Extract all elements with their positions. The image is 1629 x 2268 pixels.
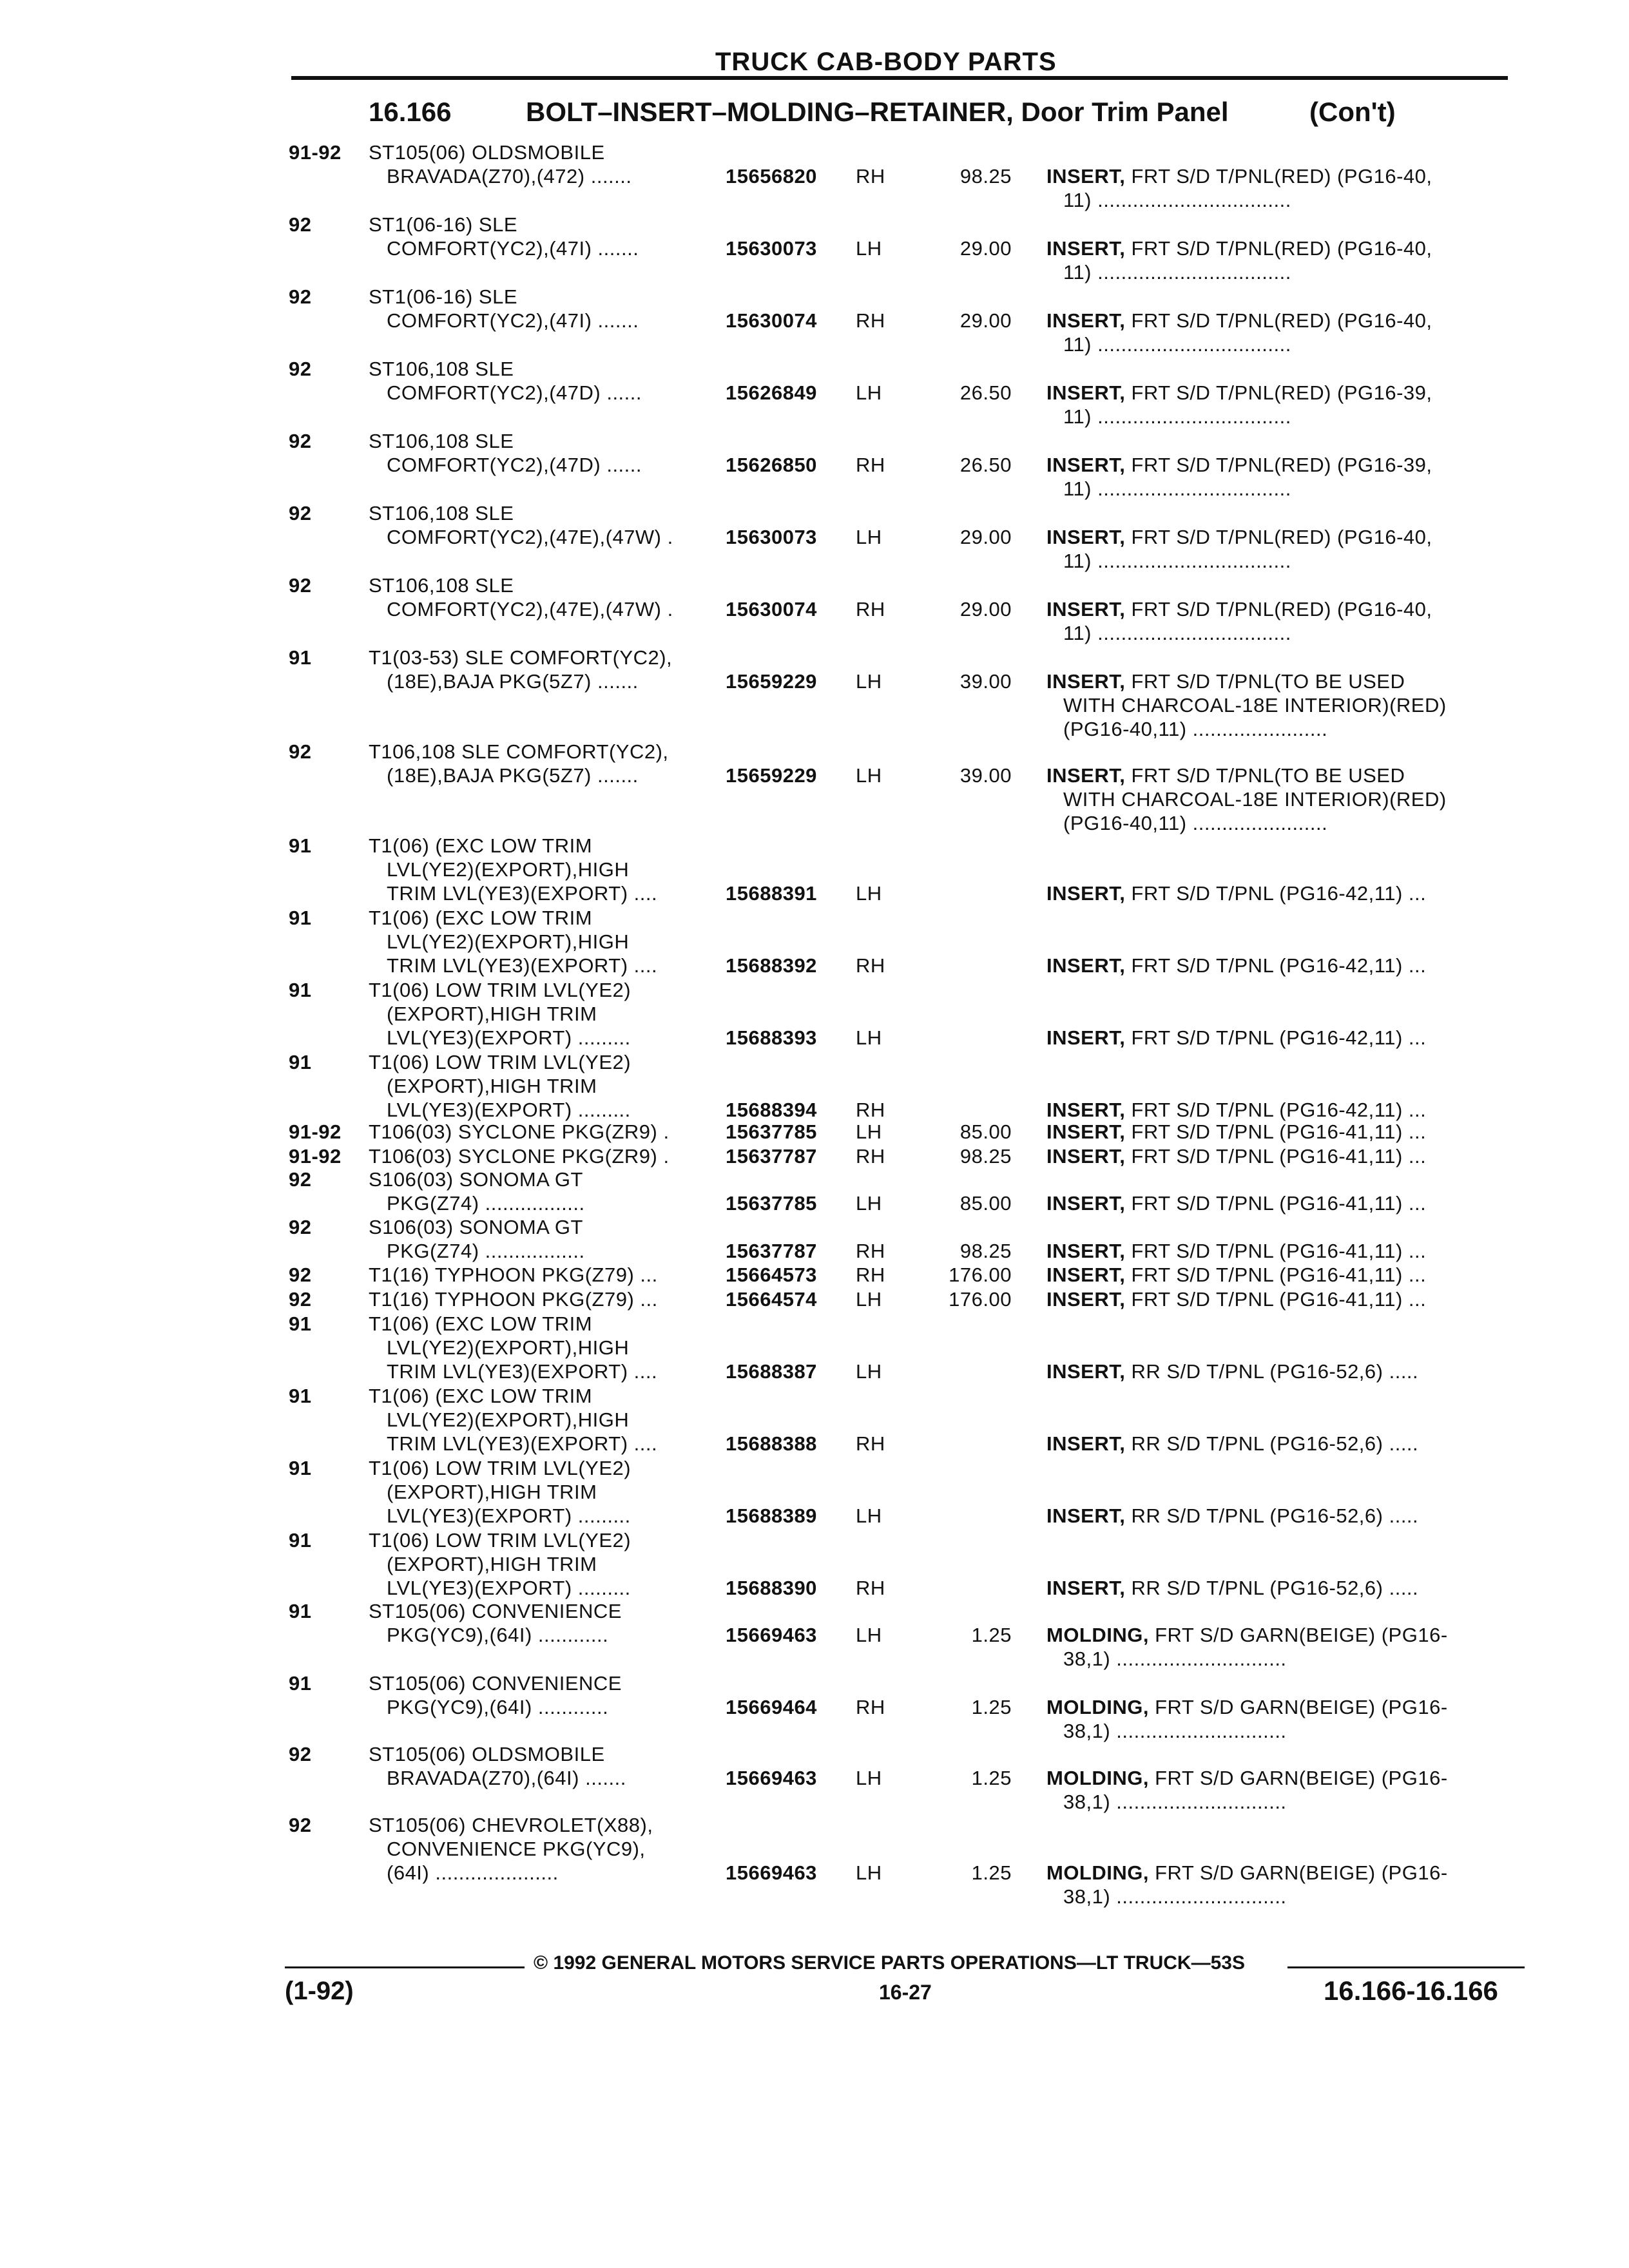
description-line: 11) .................................: [1063, 189, 1291, 211]
description-text: FRT S/D T/PNL(TO BE USED: [1125, 764, 1405, 787]
part-number: 15669463: [726, 1767, 817, 1789]
part-number: 15688394: [726, 1099, 817, 1121]
description-line: [1046, 764, 1405, 787]
application-line: COMFORT(YC2),(47E),(47W) .: [387, 598, 673, 620]
application-line: COMFORT(YC2),(47E),(47W) .: [387, 526, 673, 548]
description-line: 38,1) .............................: [1063, 1885, 1287, 1908]
part-number: 15656820: [726, 165, 817, 187]
description-line: [1046, 381, 1432, 405]
description-text: FRT S/D T/PNL(TO BE USED: [1125, 670, 1405, 693]
price-value: 26.50: [959, 454, 1012, 476]
group-number: 16.166: [369, 97, 452, 127]
description-line: [1046, 1576, 1418, 1600]
description-line: [1046, 1623, 1448, 1647]
application-line: ST106,108 SLE: [369, 430, 514, 452]
side-indicator: RH: [856, 1240, 885, 1262]
part-number: 15637785: [726, 1120, 817, 1143]
application-line: TRIM LVL(YE3)(EXPORT) ....: [387, 882, 658, 905]
application-line: T1(06) LOW TRIM LVL(YE2): [369, 1529, 631, 1552]
description-noun: INSERT,: [1046, 526, 1126, 548]
price-value: 1.25: [971, 1624, 1012, 1646]
part-number: 15688391: [726, 882, 817, 905]
description-text: FRT S/D GARN(BEIGE) (PG16-: [1149, 1767, 1448, 1789]
group-title-main: BOLT–INSERT–MOLDING–RETAINER,: [526, 97, 1014, 127]
side-indicator: LH: [856, 1026, 882, 1049]
application-line: LVL(YE3)(EXPORT) .........: [387, 1504, 631, 1527]
application-line: T106,108 SLE COMFORT(YC2),: [369, 740, 669, 763]
description-text: FRT S/D T/PNL(RED) (PG16-39,: [1125, 381, 1432, 404]
application-line: T1(06) (EXC LOW TRIM: [369, 1385, 593, 1407]
description-text: FRT S/D T/PNL (PG16-41,11) ...: [1125, 1240, 1427, 1262]
price-value: 1.25: [971, 1767, 1012, 1789]
description-noun: INSERT,: [1046, 381, 1126, 404]
description-line: (PG16-40,11) .......................: [1063, 718, 1328, 740]
application-line: LVL(YE2)(EXPORT),HIGH: [387, 1408, 630, 1431]
description-noun: INSERT,: [1046, 1026, 1126, 1049]
description-line: [1046, 164, 1432, 188]
part-number: 15630074: [726, 309, 817, 332]
side-indicator: LH: [856, 1767, 882, 1789]
description-noun: MOLDING,: [1046, 1767, 1149, 1789]
application-line: (EXPORT),HIGH TRIM: [387, 1553, 597, 1575]
description-line: [1046, 1098, 1426, 1122]
application-line: ST105(06) CONVENIENCE: [369, 1600, 622, 1622]
price-value: 85.00: [959, 1120, 1012, 1143]
price-value: 29.00: [959, 526, 1012, 548]
description-line: 11) .................................: [1063, 261, 1291, 284]
description-line: WITH CHARCOAL-18E INTERIOR)(RED): [1063, 788, 1447, 811]
description-line: [1046, 525, 1432, 549]
description-noun: INSERT,: [1046, 670, 1126, 693]
description-line: [1046, 1766, 1448, 1790]
description-line: 38,1) .............................: [1063, 1791, 1287, 1813]
description-line: [1046, 309, 1432, 332]
description-text: RR S/D T/PNL (PG16-52,6) .....: [1125, 1360, 1419, 1383]
footer-rule-right: [1287, 1966, 1525, 1968]
year-cell: 92: [289, 740, 312, 763]
application-line: T1(06) LOW TRIM LVL(YE2): [369, 1457, 631, 1479]
year-cell: 92: [289, 1743, 312, 1765]
application-line: (18E),BAJA PKG(5Z7) .......: [387, 670, 639, 693]
description-noun: INSERT,: [1046, 1192, 1126, 1215]
part-number: 15637787: [726, 1145, 817, 1168]
application-line: TRIM LVL(YE3)(EXPORT) ....: [387, 954, 658, 977]
application-line: LVL(YE2)(EXPORT),HIGH: [387, 1336, 630, 1359]
year-cell: 92: [289, 285, 312, 308]
application-line: (EXPORT),HIGH TRIM: [387, 1003, 597, 1025]
year-cell: 92: [289, 1814, 312, 1836]
description-text: FRT S/D T/PNL (PG16-41,11) ...: [1125, 1288, 1427, 1311]
part-number: 15688388: [726, 1432, 817, 1455]
side-indicator: LH: [856, 670, 882, 693]
side-indicator: LH: [856, 882, 882, 905]
year-cell: 91: [289, 1051, 312, 1073]
part-number: 15688390: [726, 1577, 817, 1599]
part-number: 15626850: [726, 454, 817, 476]
part-number: 15630073: [726, 237, 817, 260]
description-noun: INSERT,: [1046, 1099, 1126, 1121]
part-number: 15669463: [726, 1624, 817, 1646]
application-line: (EXPORT),HIGH TRIM: [387, 1075, 597, 1097]
description-text: FRT S/D T/PNL(RED) (PG16-39,: [1125, 454, 1432, 476]
application-line: PKG(Z74) .................: [387, 1192, 585, 1215]
application-line: LVL(YE3)(EXPORT) .........: [387, 1099, 631, 1121]
price-value: 1.25: [971, 1861, 1012, 1884]
description-line: [1046, 1861, 1448, 1885]
application-line: T1(06) (EXC LOW TRIM: [369, 834, 593, 857]
application-line: T1(16) TYPHOON PKG(Z79) ...: [369, 1264, 658, 1286]
description-noun: MOLDING,: [1046, 1624, 1149, 1646]
description-line: [1046, 1695, 1448, 1719]
description-text: FRT S/D T/PNL (PG16-42,11) ...: [1125, 954, 1427, 977]
description-line: [1046, 1287, 1426, 1311]
application-line: BRAVADA(Z70),(472) .......: [387, 165, 632, 187]
description-noun: INSERT,: [1046, 1264, 1126, 1286]
application-line: BRAVADA(Z70),(64I) .......: [387, 1767, 626, 1789]
footer-rule-left: [285, 1966, 525, 1968]
side-indicator: RH: [856, 1264, 885, 1286]
application-line: T1(06) LOW TRIM LVL(YE2): [369, 979, 631, 1001]
part-number: 15688392: [726, 954, 817, 977]
application-line: TRIM LVL(YE3)(EXPORT) ....: [387, 1432, 658, 1455]
description-text: RR S/D T/PNL (PG16-52,6) .....: [1125, 1577, 1419, 1599]
side-indicator: LH: [856, 1120, 882, 1143]
price-value: 1.25: [971, 1696, 1012, 1718]
description-text: FRT S/D T/PNL(RED) (PG16-40,: [1125, 309, 1432, 332]
part-number: 15664574: [726, 1288, 817, 1311]
description-noun: INSERT,: [1046, 764, 1126, 787]
application-line: T106(03) SYCLONE PKG(ZR9) .: [369, 1145, 670, 1168]
description-line: [1046, 1120, 1426, 1144]
application-line: COMFORT(YC2),(47D) ......: [387, 381, 642, 404]
description-noun: INSERT,: [1046, 1577, 1126, 1599]
application-line: LVL(YE2)(EXPORT),HIGH: [387, 858, 630, 881]
year-cell: 91: [289, 1385, 312, 1407]
description-text: FRT S/D T/PNL (PG16-41,11) ...: [1125, 1264, 1427, 1286]
year-cell: 91: [289, 1672, 312, 1695]
application-line: CONVENIENCE PKG(YC9),: [387, 1838, 646, 1860]
description-text: FRT S/D T/PNL (PG16-42,11) ...: [1125, 882, 1427, 905]
price-value: 98.25: [959, 1145, 1012, 1168]
description-line: 11) .................................: [1063, 405, 1291, 428]
description-line: [1046, 453, 1432, 477]
description-line: [1046, 236, 1432, 260]
description-text: FRT S/D T/PNL(RED) (PG16-40,: [1125, 598, 1432, 620]
description-text: FRT S/D T/PNL (PG16-41,11) ...: [1125, 1192, 1427, 1215]
side-indicator: RH: [856, 454, 885, 476]
price-value: 39.00: [959, 670, 1012, 693]
side-indicator: RH: [856, 1099, 885, 1121]
description-noun: INSERT,: [1046, 309, 1126, 332]
description-line: [1046, 1504, 1418, 1528]
application-line: T1(06) LOW TRIM LVL(YE2): [369, 1051, 631, 1073]
year-cell: 91: [289, 646, 312, 669]
year-cell: 92: [289, 502, 312, 524]
description-line: 11) .................................: [1063, 550, 1291, 572]
part-number: 15664573: [726, 1264, 817, 1286]
footer-date-code: (1-92): [285, 1977, 354, 2005]
side-indicator: LH: [856, 1504, 882, 1527]
footer-range: 16.166-16.166: [1324, 1975, 1498, 2006]
application-line: T1(16) TYPHOON PKG(Z79) ...: [369, 1288, 658, 1311]
side-indicator: LH: [856, 1192, 882, 1215]
side-indicator: RH: [856, 165, 885, 187]
part-number: 15688387: [726, 1360, 817, 1383]
application-line: T1(06) (EXC LOW TRIM: [369, 1312, 593, 1335]
description-line: [1046, 881, 1426, 905]
side-indicator: RH: [856, 1696, 885, 1718]
price-value: 26.50: [959, 381, 1012, 404]
description-line: [1046, 669, 1405, 693]
side-indicator: LH: [856, 1360, 882, 1383]
side-indicator: LH: [856, 1861, 882, 1884]
description-noun: INSERT,: [1046, 1504, 1126, 1527]
side-indicator: LH: [856, 237, 882, 260]
year-cell: 92: [289, 430, 312, 452]
side-indicator: LH: [856, 381, 882, 404]
price-value: 29.00: [959, 598, 1012, 620]
description-line: 38,1) .............................: [1063, 1720, 1287, 1742]
year-cell: 91: [289, 979, 312, 1001]
description-line: [1046, 1191, 1426, 1215]
application-line: (18E),BAJA PKG(5Z7) .......: [387, 764, 639, 787]
part-number: 15630073: [726, 526, 817, 548]
price-value: 29.00: [959, 309, 1012, 332]
application-line: COMFORT(YC2),(47I) .......: [387, 309, 639, 332]
application-line: ST106,108 SLE: [369, 574, 514, 597]
part-number: 15669463: [726, 1861, 817, 1884]
application-line: ST105(06) OLDSMOBILE: [369, 141, 605, 164]
description-line: [1046, 1360, 1418, 1383]
part-number: 15659229: [726, 764, 817, 787]
application-line: S106(03) SONOMA GT: [369, 1216, 583, 1238]
side-indicator: LH: [856, 1624, 882, 1646]
price-value: 98.25: [959, 1240, 1012, 1262]
description-noun: INSERT,: [1046, 237, 1126, 260]
application-line: LVL(YE3)(EXPORT) .........: [387, 1026, 631, 1049]
description-line: [1046, 597, 1432, 621]
description-text: FRT S/D T/PNL(RED) (PG16-40,: [1125, 165, 1432, 187]
part-number: 15688393: [726, 1026, 817, 1049]
application-line: PKG(YC9),(64I) ............: [387, 1624, 609, 1646]
application-line: (EXPORT),HIGH TRIM: [387, 1481, 597, 1503]
description-text: FRT S/D T/PNL(RED) (PG16-40,: [1125, 526, 1432, 548]
description-text: FRT S/D GARN(BEIGE) (PG16-: [1149, 1861, 1448, 1884]
application-line: T1(03-53) SLE COMFORT(YC2),: [369, 646, 673, 669]
price-value: 176.00: [949, 1264, 1012, 1286]
year-cell: 91: [289, 1312, 312, 1335]
year-cell: 91: [289, 1457, 312, 1479]
description-line: [1046, 1432, 1418, 1456]
year-cell: 92: [289, 1216, 312, 1238]
application-line: T1(06) (EXC LOW TRIM: [369, 907, 593, 929]
part-number: 15659229: [726, 670, 817, 693]
application-line: PKG(YC9),(64I) ............: [387, 1696, 609, 1718]
application-line: T106(03) SYCLONE PKG(ZR9) .: [369, 1120, 670, 1143]
application-line: (64I) .....................: [387, 1861, 559, 1884]
price-value: 29.00: [959, 237, 1012, 260]
part-number: 15637785: [726, 1192, 817, 1215]
year-cell: 92: [289, 1288, 312, 1311]
application-line: LVL(YE3)(EXPORT) .........: [387, 1577, 631, 1599]
year-cell: 91: [289, 834, 312, 857]
description-line: WITH CHARCOAL-18E INTERIOR)(RED): [1063, 694, 1447, 716]
description-text: FRT S/D T/PNL (PG16-41,11) ...: [1125, 1145, 1427, 1168]
description-text: FRT S/D GARN(BEIGE) (PG16-: [1149, 1624, 1448, 1646]
year-cell: 91-92: [289, 141, 342, 164]
part-number: 15630074: [726, 598, 817, 620]
side-indicator: LH: [856, 526, 882, 548]
side-indicator: RH: [856, 1577, 885, 1599]
application-line: ST106,108 SLE: [369, 358, 514, 380]
description-line: [1046, 1239, 1426, 1263]
description-text: FRT S/D T/PNL (PG16-42,11) ...: [1125, 1026, 1427, 1049]
description-text: FRT S/D T/PNL (PG16-42,11) ...: [1125, 1099, 1427, 1121]
application-line: COMFORT(YC2),(47I) .......: [387, 237, 639, 260]
price-value: 176.00: [949, 1288, 1012, 1311]
description-line: 11) .................................: [1063, 333, 1291, 356]
description-line: (PG16-40,11) .......................: [1063, 812, 1328, 834]
year-cell: 91: [289, 1529, 312, 1552]
description-noun: INSERT,: [1046, 1240, 1126, 1262]
price-value: 98.25: [959, 165, 1012, 187]
side-indicator: LH: [856, 1288, 882, 1311]
price-value: 85.00: [959, 1192, 1012, 1215]
description-line: 38,1) .............................: [1063, 1648, 1287, 1670]
description-noun: INSERT,: [1046, 882, 1126, 905]
application-line: ST105(06) CONVENIENCE: [369, 1672, 622, 1695]
description-noun: INSERT,: [1046, 454, 1126, 476]
side-indicator: RH: [856, 309, 885, 332]
year-cell: 91: [289, 907, 312, 929]
side-indicator: RH: [856, 598, 885, 620]
side-indicator: RH: [856, 954, 885, 977]
year-cell: 91-92: [289, 1145, 342, 1168]
description-noun: MOLDING,: [1046, 1861, 1149, 1884]
side-indicator: RH: [856, 1432, 885, 1455]
application-line: LVL(YE2)(EXPORT),HIGH: [387, 930, 630, 953]
footer-copyright: © 1992 GENERAL MOTORS SERVICE PARTS OPERATIONS—LT TRUCK—53S: [534, 1952, 1245, 1974]
application-line: ST1(06-16) SLE: [369, 213, 517, 236]
application-line: TRIM LVL(YE3)(EXPORT) ....: [387, 1360, 658, 1383]
description-text: FRT S/D GARN(BEIGE) (PG16-: [1149, 1696, 1448, 1718]
part-number: 15669464: [726, 1696, 817, 1718]
section-header: TRUCK CAB-BODY PARTS: [715, 48, 1057, 76]
description-noun: INSERT,: [1046, 165, 1126, 187]
group-title-rest: Door Trim Panel: [1021, 97, 1229, 127]
application-line: ST105(06) OLDSMOBILE: [369, 1743, 605, 1765]
application-line: PKG(Z74) .................: [387, 1240, 585, 1262]
description-text: RR S/D T/PNL (PG16-52,6) .....: [1125, 1432, 1419, 1455]
description-text: RR S/D T/PNL (PG16-52,6) .....: [1125, 1504, 1419, 1527]
description-line: [1046, 1144, 1426, 1168]
application-line: ST106,108 SLE: [369, 502, 514, 524]
price-value: 39.00: [959, 764, 1012, 787]
description-noun: INSERT,: [1046, 1360, 1126, 1383]
year-cell: 92: [289, 358, 312, 380]
description-noun: INSERT,: [1046, 1120, 1126, 1143]
application-line: ST1(06-16) SLE: [369, 285, 517, 308]
part-number: 15637787: [726, 1240, 817, 1262]
year-cell: 91: [289, 1600, 312, 1622]
description-line: [1046, 954, 1426, 977]
description-line: [1046, 1263, 1426, 1287]
year-cell: 92: [289, 213, 312, 236]
side-indicator: LH: [856, 764, 882, 787]
part-number: 15688389: [726, 1504, 817, 1527]
description-noun: MOLDING,: [1046, 1696, 1149, 1718]
application-line: COMFORT(YC2),(47D) ......: [387, 454, 642, 476]
footer-page-number: 16-27: [879, 1981, 932, 2004]
description-line: 11) .................................: [1063, 477, 1291, 500]
description-noun: INSERT,: [1046, 598, 1126, 620]
description-noun: INSERT,: [1046, 1288, 1126, 1311]
description-noun: INSERT,: [1046, 1432, 1126, 1455]
year-cell: 92: [289, 1264, 312, 1286]
description-text: FRT S/D T/PNL(RED) (PG16-40,: [1125, 237, 1432, 260]
part-number: 15626849: [726, 381, 817, 404]
description-noun: INSERT,: [1046, 954, 1126, 977]
year-cell: 91-92: [289, 1120, 342, 1143]
side-indicator: RH: [856, 1145, 885, 1168]
description-text: FRT S/D T/PNL (PG16-41,11) ...: [1125, 1120, 1427, 1143]
year-cell: 92: [289, 574, 312, 597]
description-line: 11) .................................: [1063, 622, 1291, 644]
continued-label: (Con't): [1309, 97, 1396, 127]
year-cell: 92: [289, 1168, 312, 1191]
description-noun: INSERT,: [1046, 1145, 1126, 1168]
application-line: S106(03) SONOMA GT: [369, 1168, 583, 1191]
description-line: [1046, 1026, 1426, 1050]
application-line: ST105(06) CHEVROLET(X88),: [369, 1814, 653, 1836]
